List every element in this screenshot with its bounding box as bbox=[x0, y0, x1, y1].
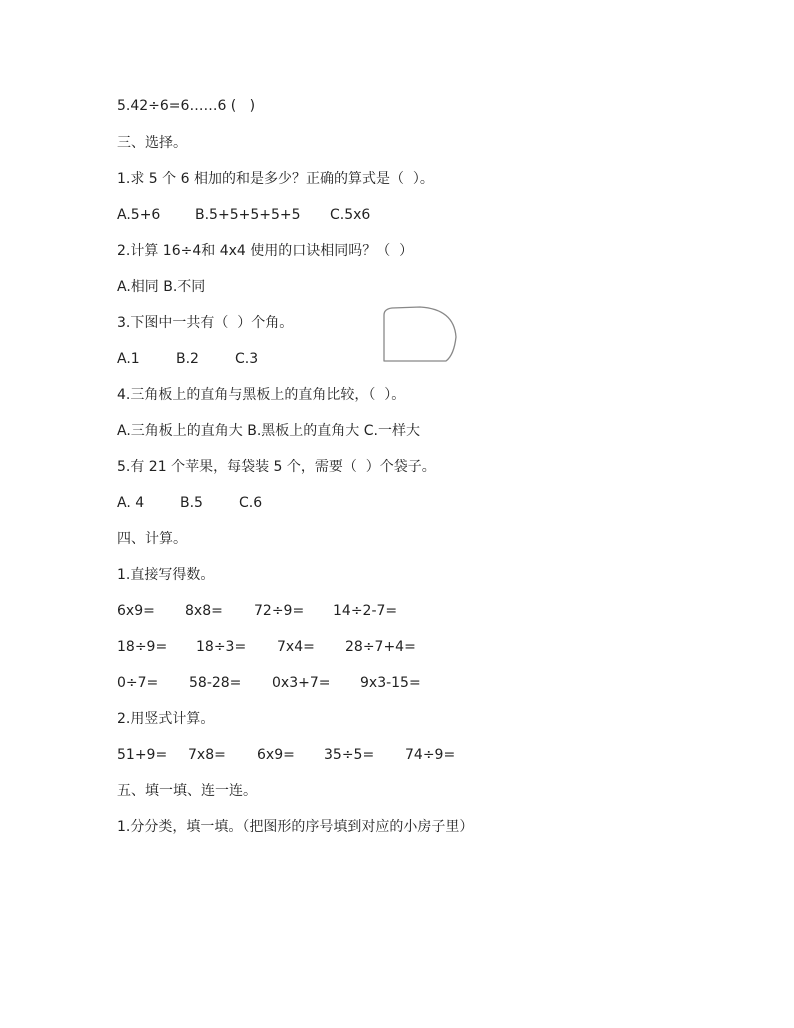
choice-question-2-options: A.相同 B.不同 bbox=[117, 279, 206, 295]
calc-item: 72÷9= bbox=[254, 603, 305, 619]
choice-question-1: 1.求 5 个 6 相加的和是多少？正确的算式是（ ）。 bbox=[117, 171, 434, 187]
calc-item: 0x3+7= bbox=[272, 675, 331, 691]
fill-question-1: 1.分分类，填一填。（把图形的序号填到对应的小房子里） bbox=[117, 819, 474, 835]
section-4-heading: 四、计算。 bbox=[117, 531, 187, 547]
calc-item: 51+9= bbox=[117, 747, 168, 763]
calc-item: 8x8= bbox=[185, 603, 223, 619]
option-b: B.5+5+5+5+5 bbox=[195, 207, 301, 223]
judgement-item-5: 5.42÷6=6……6 ( ) bbox=[117, 98, 256, 114]
option-a: A.1 bbox=[117, 351, 140, 367]
option-b: B.5 bbox=[180, 495, 203, 511]
choice-question-2: 2.计算 16÷4和 4x4 使用的口诀相同吗？（ ） bbox=[117, 243, 414, 259]
choice-question-3: 3.下图中一共有（ ）个角。 bbox=[117, 315, 294, 331]
calc-item: 0÷7= bbox=[117, 675, 159, 691]
angle-figure-outline bbox=[384, 307, 456, 361]
calc-part-1-heading: 1.直接写得数。 bbox=[117, 567, 215, 583]
choice-question-4: 4.三角板上的直角与黑板上的直角比较，（ ）。 bbox=[117, 387, 406, 403]
calc-item: 58-28= bbox=[189, 675, 242, 691]
calc-item: 28÷7+4= bbox=[345, 639, 416, 655]
calc-item: 35÷5= bbox=[324, 747, 375, 763]
option-a: A.5+6 bbox=[117, 207, 161, 223]
calc-item: 14÷2-7= bbox=[333, 603, 398, 619]
choice-question-4-options: A.三角板上的直角大 B.黑板上的直角大 C.一样大 bbox=[117, 423, 420, 439]
section-5-heading: 五、填一填、连一连。 bbox=[117, 783, 257, 799]
calc-item: 7x4= bbox=[277, 639, 315, 655]
option-c: C.3 bbox=[235, 351, 259, 367]
option-c: C.6 bbox=[239, 495, 263, 511]
calc-item: 18÷9= bbox=[117, 639, 168, 655]
calc-item: 74÷9= bbox=[405, 747, 456, 763]
angle-figure bbox=[380, 303, 460, 365]
calc-item: 18÷3= bbox=[196, 639, 247, 655]
option-c: C.5x6 bbox=[330, 207, 371, 223]
calc-item: 6x9= bbox=[117, 603, 155, 619]
section-3-heading: 三、选择。 bbox=[117, 135, 187, 151]
calc-item: 7x8= bbox=[188, 747, 226, 763]
choice-question-5: 5.有 21 个苹果，每袋装 5 个，需要（ ）个袋子。 bbox=[117, 459, 436, 475]
option-a: A. 4 bbox=[117, 495, 145, 511]
calc-item: 6x9= bbox=[257, 747, 295, 763]
calc-item: 9x3-15= bbox=[360, 675, 421, 691]
option-b: B.2 bbox=[176, 351, 199, 367]
calc-part-2-heading: 2.用竖式计算。 bbox=[117, 711, 215, 727]
